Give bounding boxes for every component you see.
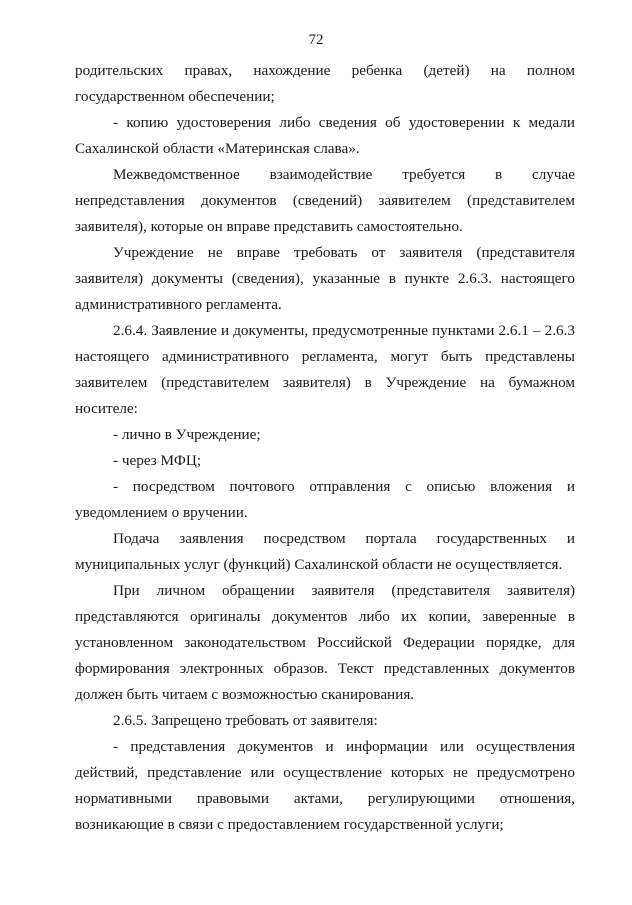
list-item: - представления документов и информации или осуществления действий, представление или осуществление которых не предусмотрено нормативными правовыми актами, регулирующими отношения, возникающие в связи с предоставлением государственной услуги;: [75, 738, 575, 833]
document-body: [75, 58, 575, 838]
paragraph: 2.6.4. Заявление и документы, предусмотренные пунктами 2.6.1 – 2.6.3 настоящего административного регламента, могут быть представлены заявителем (представителем заявителя) в Учреждение на бумажном носителе:: [75, 322, 575, 417]
paragraph: Межведомственное взаимодействие требуется в случае непредставления документов (сведений) заявителем (представителем заявителя), которые он вправе представить самостоятельно.: [75, 166, 575, 235]
paragraph: 2.6.5. Запрещено требовать от заявителя:: [113, 712, 378, 729]
paragraph: При личном обращении заявителя (представителя заявителя) представляются оригиналы документов либо их копии, заверенные в установленном законодательством Российской Федерации порядке, для формирования электронных образов. Текст представленных документов должен быть читаем с возможностью сканирования.: [75, 582, 575, 703]
list-item: - лично в Учреждение;: [113, 426, 261, 443]
list-item: - посредством почтового отправления с описью вложения и уведомлением о вручении.: [75, 478, 575, 521]
page-number: 72: [308, 32, 324, 48]
paragraph: родительских правах, нахождение ребенка (детей) на полном государственном обеспечении;: [75, 62, 575, 105]
list-item: - через МФЦ;: [113, 452, 202, 469]
paragraph: Подача заявления посредством портала государственных и муниципальных услуг (функций) Сахалинской области не осуществляется.: [75, 530, 575, 573]
paragraph: - копию удостоверения либо сведения об удостоверении к медали Сахалинской области «Материнская слава».: [75, 114, 575, 157]
paragraph: Учреждение не вправе требовать от заявителя (представителя заявителя) документы (сведения), указанные в пункте 2.6.3. настоящего административного регламента.: [75, 244, 575, 313]
